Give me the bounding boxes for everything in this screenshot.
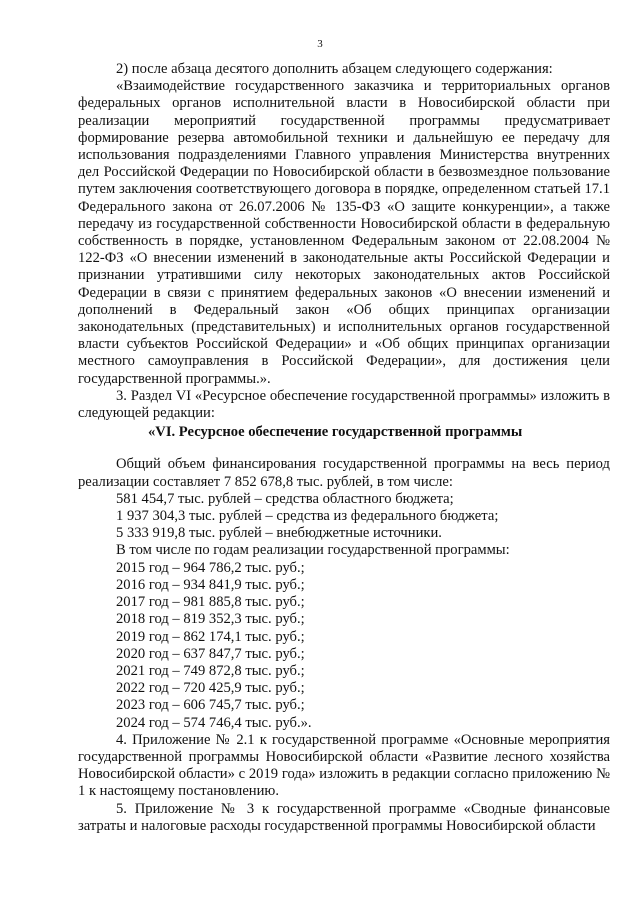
section-heading: «VI. Ресурсное обеспечение государственной программы <box>148 424 523 441</box>
year-item: 2018 год – 819 352,3 тыс. руб.; <box>116 611 305 628</box>
source-item: 581 454,7 тыс. рублей – средства областного бюджета; <box>116 490 454 507</box>
amendment-text-paragraph: «Взаимодействие государственного заказчика и территориальных органов федеральных органов исполнительной власти в Новосибирской области при реализации мероприятий государственной программы предусматривает формирование резерва автомобильной техники и дальнейшую ее передачу для использования подразделениями Главного управления Министерства внутренних дел Российской Федерации по Новосибирской области в безвозмездное пользование путем заключения соответствующего договора в порядке, определенном статьей 17.1 Федерального закона от 26.07.2006 № 135-ФЗ «О защите конкуренции», а также передачу из государственной собственности Новосибирской области в федеральную собственность в порядке, установленном Федеральным законом от 22.08.2004 № 122-ФЗ «О внесении изменений в законодательные акты Российской Федерации и признании утратившими силу некоторых законодательных актов Российской Федерации в связи с принятием федеральных законов «О внесении изменений и дополнений в Федеральный закон «Об общих принципах организации законодательных (представительных) и исполнительных органов государственной власти субъектов Российской Федерации» и «Об общих принципах организации местного самоуправления в Российской Федерации», для достижения цели государственной программы.». <box>78 78 610 387</box>
source-item: 5 333 919,8 тыс. рублей – внебюджетные источники. <box>116 525 442 542</box>
appendix-2-1-paragraph: 4. Приложение № 2.1 к государственной программе «Основные мероприятия государственной программы Новосибирской области «Развитие лесного хозяйства Новосибирской области» с 2019 года» изложить в редакции согласно приложению № 1 к настоящему постановлению. <box>78 731 610 800</box>
year-item: 2017 год – 981 885,8 тыс. руб.; <box>116 594 305 611</box>
year-item: 2015 год – 964 786,2 тыс. руб.; <box>116 559 305 576</box>
source-item: 1 937 304,3 тыс. рублей – средства из федерального бюджета; <box>116 508 499 525</box>
year-item: 2020 год – 637 847,7 тыс. руб.; <box>116 645 305 662</box>
year-item: 2021 год – 749 872,8 тыс. руб.; <box>116 662 305 679</box>
years-intro: В том числе по годам реализации государственной программы: <box>116 542 510 559</box>
document-body <box>78 61 610 835</box>
year-item: 2023 год – 606 745,7 тыс. руб.; <box>116 697 305 714</box>
year-item: 2019 год – 862 174,1 тыс. руб.; <box>116 628 305 645</box>
appendix-3-paragraph: 5. Приложение № 3 к государственной программе «Сводные финансовые затраты и налоговые расходы государственной программы Новосибирской области <box>78 800 610 834</box>
amendment-paragraph: 2) после абзаца десятого дополнить абзацем следующего содержания: <box>116 61 553 77</box>
section-replacement-paragraph: 3. Раздел VI «Ресурсное обеспечение государственной программы» изложить в следующей редакции: <box>78 387 610 422</box>
year-item: 2022 год – 720 425,9 тыс. руб.; <box>116 680 305 697</box>
year-item: 2016 год – 934 841,9 тыс. руб.; <box>116 576 305 593</box>
year-item: 2024 год – 574 746,4 тыс. руб.». <box>116 714 312 731</box>
financing-intro: Общий объем финансирования государственной программы на весь период реализации составляет 7 852 678,8 тыс. рублей, в том числе: <box>78 456 610 490</box>
page-number: 3 <box>317 38 323 50</box>
